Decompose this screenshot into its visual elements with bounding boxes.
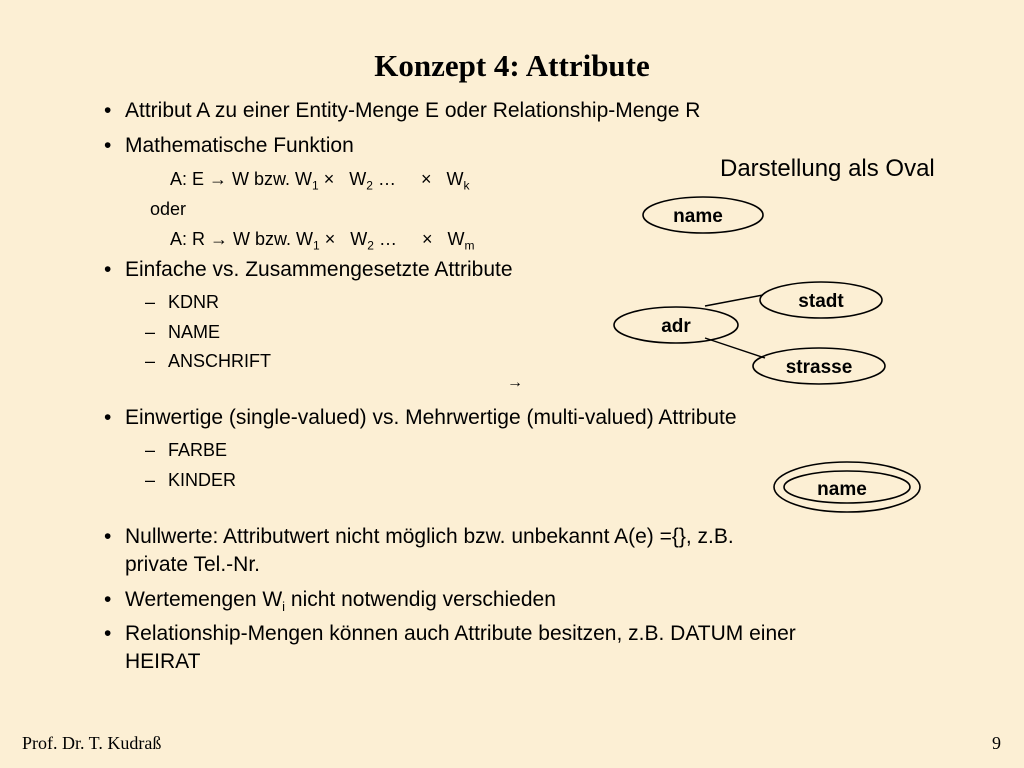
bullet-relationship-attributes-cont: HEIRAT <box>125 650 201 673</box>
bullet-marker: • <box>104 406 112 429</box>
bullet-marker: • <box>104 588 112 611</box>
bullet-simple-vs-composite: Einfache vs. Zusammengesetzte Attribute <box>125 258 513 281</box>
arrow-symbol: → <box>507 374 523 391</box>
function-line-entity: A: E → W bzw. $W_1$ × $W_2$ … × $W_k$ <box>170 169 470 193</box>
bullet-null-values-cont: private Tel.-Nr. <box>125 553 260 576</box>
oval-adr-label: adr <box>661 316 691 337</box>
bullet-marker: • <box>104 525 112 548</box>
bullet-math-function: Mathematische Funktion <box>125 134 354 157</box>
bullet-marker: • <box>104 99 112 122</box>
bullet-marker: • <box>104 258 112 281</box>
page-number: 9 <box>992 733 1001 753</box>
list-item: KINDER <box>168 470 237 490</box>
oder-text: oder <box>150 199 187 219</box>
dash-marker: – <box>145 351 156 371</box>
oval-strasse-label: strasse <box>785 357 853 378</box>
function-line-relationship: A: R → W bzw. $W_1$ × $W_2$ … × $W_m$ <box>170 229 475 253</box>
bullet-null-values: Nullwerte: Attributwert nicht möglich bzw. unbekannt A(e) ={}, z.B. <box>125 525 734 548</box>
oval-multi-name-label: name <box>817 479 867 500</box>
bullet-marker: • <box>104 134 112 157</box>
list-item: FARBE <box>168 440 228 460</box>
bullet-value-sets: Wertemengen $W_i$ nicht notwendig verschieden <box>125 588 556 615</box>
bullet-single-vs-multi: Einwertige (single-valued) vs. Mehrwertige (multi-valued) Attribute <box>125 406 737 429</box>
connector-line <box>705 295 763 306</box>
bullet-attribute-definition: Attribut A zu einer Entity-Menge E oder Relationship-Menge R <box>125 99 701 122</box>
dash-marker: – <box>145 440 156 460</box>
footer-author: Prof. Dr. T. Kudraß <box>22 733 162 753</box>
bullet-relationship-attributes: Relationship-Mengen können auch Attribute besitzen, z.B. DATUM einer <box>125 622 796 645</box>
list-item: NAME <box>168 322 221 342</box>
bullet-marker: • <box>104 622 112 645</box>
list-item: KDNR <box>168 292 220 312</box>
connector-line <box>705 338 765 358</box>
oval-name-label: name <box>673 206 723 227</box>
slide-title: Konzept 4: Attribute <box>374 48 650 83</box>
list-item: ANSCHRIFT <box>168 351 271 371</box>
dash-marker: – <box>145 322 156 342</box>
dash-marker: – <box>145 292 156 312</box>
oval-stadt-label: stadt <box>798 291 844 312</box>
oval-caption: Darstellung als Oval <box>720 155 935 182</box>
dash-marker: – <box>145 470 156 490</box>
